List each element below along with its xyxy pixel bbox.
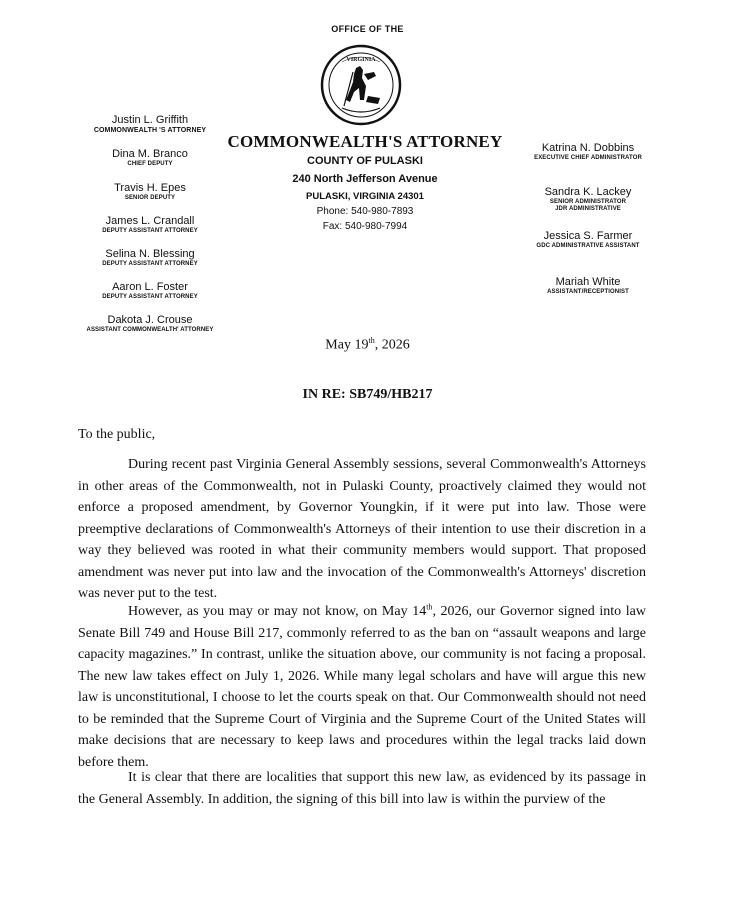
staff-title: DEPUTY ASSISTANT ATTORNEY (102, 294, 198, 300)
date-suffix: th (368, 336, 375, 345)
staff-blessing (70, 248, 230, 267)
staff-title: GDC ADMINISTRATIVE ASSISTANT (536, 243, 640, 249)
staff-title: ASSISTANT COMMONWEALTH' ATTORNEY (86, 327, 214, 333)
paragraph-text-a: However, as you may or may not know, on May 14 (128, 604, 427, 619)
paragraph-text: It is clear that there are localities that support this new law, as evidenced by its passage in the General Assembly. In addition, the signing of this bill into law is within the purview of the (78, 770, 646, 807)
staff-title: SENIOR DEPUTY (124, 195, 176, 201)
staff-name: Aaron L. Foster (112, 281, 188, 293)
paragraph-text: During recent past Virginia General Assembly sessions, several Commonwealth's Attorneys in other areas of the Commonwealth, not in Pulaski County, proactively claimed they would not enforce a proposed amendment, by Governor Youngkin, if it were put into law. Those were preemptive declarations of Commonwealth's Attorneys of their intention to use their discretion in a way they believed was rooted in what their community members would support. That proposed amendment was never put into law and the invocation of the Commonwealth's Attorneys' discretion was never put to the test. (78, 457, 646, 601)
staff-branco (70, 148, 230, 167)
office-of-header: OFFICE OF THE (331, 24, 404, 34)
staff-name: Selina N. Blessing (105, 248, 195, 260)
staff-griffith (70, 114, 230, 134)
office-title-block (210, 132, 520, 232)
date-year: , 2026 (374, 337, 410, 353)
address-line-1: 240 North Jefferson Avenue (292, 173, 438, 185)
svg-text:VIRGINIA: VIRGINIA (346, 57, 376, 63)
paragraph-text-b: , 2026, our Governor signed into law Senate Bill 749 and House Bill 217, commonly referred to as the ban on “assault weapons and large capacity magazines.” In contrast, unlike the situation above, our community is not facing a proposal. The new law takes effect on July 1, 2026. While many legal scholars and have will argue this new law is unconstitutional, I choose to let the courts speak on that. Our Commonwealth should not need to be reminded that the Supreme Court of Virginia and the Supreme Court of the United States will make decisions that are necessary to keep laws and procedures within the legal tracks laid down before them. (78, 604, 646, 770)
staff-title-secondary: JDR ADMINISTRATIVE (555, 206, 621, 212)
staff-title: EXECUTIVE CHIEF ADMINISTRATOR (534, 155, 642, 161)
staff-name: Dina M. Branco (112, 148, 188, 160)
staff-title: COMMONWEALTH 'S ATTORNEY (93, 127, 207, 134)
address-line-2: PULASKI, VIRGINIA 24301 (306, 191, 424, 202)
staff-name: Justin L. Griffith (111, 114, 189, 126)
staff-title: SENIOR ADMINISTRATOR (549, 199, 627, 205)
staff-name: Mariah White (555, 276, 621, 288)
staff-lackey (508, 186, 668, 212)
staff-title: DEPUTY ASSISTANT ATTORNEY (102, 261, 198, 267)
staff-white (508, 276, 668, 295)
staff-crouse (70, 314, 230, 333)
staff-title: DEPUTY ASSISTANT ATTORNEY (102, 228, 198, 234)
county-name: COUNTY OF PULASKI (307, 155, 423, 167)
body-paragraph-1 (78, 454, 646, 605)
staff-title: CHIEF DEPUTY (127, 161, 173, 167)
staff-name: Katrina N. Dobbins (541, 142, 635, 154)
staff-name: Dakota J. Crouse (107, 314, 193, 326)
fax-number: Fax: 540-980-7994 (322, 221, 408, 232)
staff-epes (70, 182, 230, 201)
virginia-seal-icon (320, 44, 402, 126)
body-paragraph-2 (78, 601, 646, 773)
staff-name: Travis H. Epes (114, 182, 186, 194)
staff-foster (70, 281, 230, 300)
staff-name: Jessica S. Farmer (543, 230, 633, 242)
date-month: May 19 (325, 337, 369, 353)
phone-number: Phone: 540-980-7893 (316, 206, 414, 217)
salutation: To the public, (78, 427, 156, 442)
office-name: COMMONWEALTH'S ATTORNEY (227, 132, 503, 151)
staff-name: James L. Crandall (105, 215, 195, 227)
staff-name: Sandra K. Lackey (544, 186, 632, 198)
staff-farmer (508, 230, 668, 249)
staff-title: ASSISTANT/RECEPTIONIST (547, 289, 629, 295)
staff-crandall (70, 215, 230, 234)
staff-dobbins (508, 142, 668, 161)
letter-date (0, 336, 735, 354)
body-paragraph-3 (78, 767, 646, 810)
re-line: IN RE: SB749/HB217 (302, 387, 433, 402)
paragraph-ordinal-suffix: th (426, 602, 433, 612)
